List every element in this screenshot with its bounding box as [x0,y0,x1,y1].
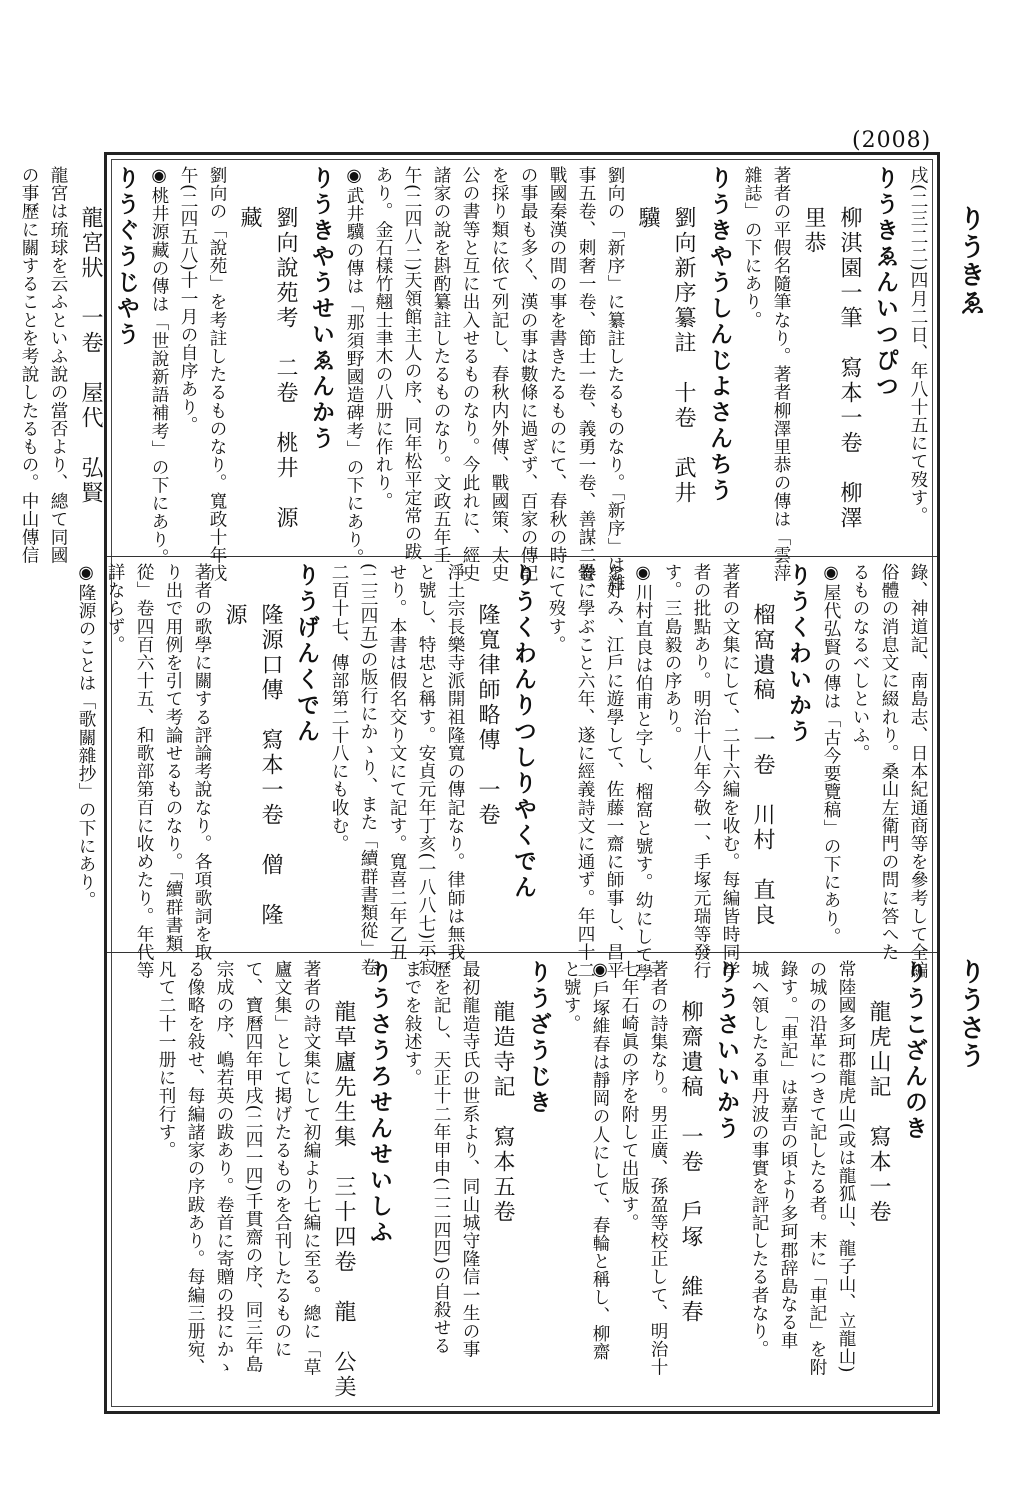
text-column: の事最も多く、漢の事は數條に過ぎず、百家の傳記 [518,166,538,583]
text-column: 午(二四八二)天領館主人の序、同年松平定常の跋 [402,166,422,561]
entry-heading: りうこざんのき [901,960,927,1142]
text-column: ◉桃井源藏の傳は「世說新語補考」の下にあり。 [149,166,169,567]
text-column: 廬文集」として掲げたるものを合刊したるものに [272,960,292,1359]
entry-heading: りうさいいかう [713,960,739,1142]
text-column: 錄す。「車記」は嘉吉の頃より多珂郡辞島なる車 [778,960,798,1350]
text-column: 二百十七、傳部第二十八にも收む。 [329,563,349,853]
entry-title: 劉向說苑考 二卷 桃井 源藏 [237,206,298,531]
entry-title: 龍造寺記 寫本五卷 [490,1000,515,1225]
text-column: と號す。 [561,960,581,1033]
text-column: までを敍述す。 [402,960,422,1087]
text-column: ◉隆源のことは「歌關雜抄」の下にあり。 [76,563,96,910]
text-column: るものなるべしといふ。 [850,563,870,763]
text-column: 劉向の「說苑」を考註したるものなり。寬政十年戊 [207,166,227,583]
text-column: 七年石崎眞の序を附して出版す。 [619,960,639,1232]
text-column: り出で用例を引て考論せるものなり。「續群書類 [163,563,183,953]
text-column: て、寶曆四年甲戌(二四一四)千貫齋の序、同三年島 [243,960,263,1373]
text-column: 龍宮は琉球を云ふといふ說の當否より、總て同國 [48,166,68,565]
text-column: 著者の平假名隨筆なり。著者柳澤里恭の傳は「雲萍 [771,166,791,583]
entry-heading: りうげんくでん [293,563,319,745]
text-column: (二三四五)の版行にかゝり、また「續群書類從」卷 [358,563,378,976]
text-column: 詳ならず。 [105,563,125,654]
text-column: 雜誌」の下にあり。 [742,166,762,329]
text-column: 諸家の說を斟酌纂註したるものなり。文政五年壬 [431,166,451,565]
entry-heading: りうくわんりつしりやくでん [510,563,536,901]
text-column: 公の書等と互に出入せるものなり。今此れに、經史 [460,166,480,583]
text-column: 凡て二十一册に刊行す。 [156,960,176,1160]
running-head-bottom: りうさう [955,958,985,1070]
entry-title: 龍宮狀 一卷 屋代 弘賢 [78,206,103,506]
text-column: せり。本書は假名交り文にて記す。寬喜二年乙丑 [387,563,407,962]
text-column: 著者の詩文集にして初編より七編に至る。總に「草 [301,960,321,1377]
text-column: の事歷に關することを考說したるもの。中山傳信 [19,166,39,565]
text-column: 常陸國多珂郡龍虎山(或は龍狐山、龍子山、立龍山) [836,960,856,1373]
text-column: あり。金石樣竹翹士聿木の八册に作れり。 [373,166,393,510]
text-column: 城へ領したる車丹波の事實を評記したる者なり。 [749,960,769,1359]
text-column: ◉屋代弘賢の傳は「古今要覽稿」の下にあり。 [821,563,841,946]
text-column: 從」卷四百六十五、和歌部第百に收めたり。年代等 [134,563,154,980]
entry-title: 劉向新序纂註 十卷 武井 驥 [635,206,696,531]
text-column: る像略を敍せ、每編諸家の序跋あり。每編三册宛、 [185,960,205,1377]
text-column: 事五卷、刺奢一卷、節士一卷、義勇一卷、善謀二卷、 [576,166,596,601]
entry-heading: りうさうろせんせいしふ [366,960,392,1246]
entry-title: 柳淇園一筆 寫本一卷 柳澤 里恭 [801,206,862,556]
text-column: ◉川村直良は伯甫と字し、榴窩と號す。幼にして學 [633,563,653,982]
entry-heading: りうぐうじやう [113,166,139,348]
text-column: 黌に學ぶこと六年、遂に經義詩文に通ず。年四十二 [575,563,595,980]
text-column: にて歿す。 [546,563,566,654]
text-column: を採り類に依て列記し、春秋内外傳、戰國策、太史 [489,166,509,583]
section-middle [76,563,932,982]
entry-heading: りうくわいかう [785,563,811,745]
text-column: 戰國秦漢の間の事を書きたるものにて、春秋の時 [547,166,567,565]
section-bottom [114,960,932,1400]
text-column: 錄、神道記、南島志、日本紀通商等を參考して全編 [908,563,928,980]
entry-title: 柳齋遺稿 一卷 戶塚 維春 [678,1000,703,1325]
entry-heading: りうきゑんいつぴつ [872,166,898,400]
page-number: (2008) [852,128,932,153]
entry-title: 隆源口傳 寫本一卷 僧 隆源 [222,603,283,928]
text-column: を好み、江戶に遊學して、佐藤一齋に師事し、昌平 [604,563,624,980]
text-column: 者の批點あり。明治十八年今敬一、手塚元瑞等發行 [691,563,711,980]
entry-title: 龍虎山記 寫本一卷 [866,1000,891,1225]
text-column: ◉武井驥の傳は「那須野國造碑考」の下にあり。 [344,166,364,567]
text-column: 淨土宗長樂寺派開祖隆寬の傳記なり。律師は無我 [445,563,465,962]
entry-title: 榴窩遺稿 一卷 川村 直良 [750,603,775,928]
text-column: 歷を記し、天正十二年甲申(二二四四)の自殺せる [431,960,451,1355]
text-column: 著者の歌學に關する評論考說なり。各項歌詞を取 [192,563,212,962]
text-column: 戌(二三二二)四月二日、年八十五にて歿す。 [908,166,928,525]
text-column: と號し、特忠と稱す。安貞元年丁亥(一八八七)示寂 [416,563,436,976]
text-column: 午(二四五八)十一月の自序あり。 [178,166,198,435]
text-column: の城の沿革につきて記したる者。末に「車記」を附 [807,960,827,1377]
text-column: 著者の詩集なり。男正廣、孫盈等校正して、明治十 [648,960,668,1377]
text-column: 著者の文集にして、二十六編を收む。每編皆時同学 [720,563,740,980]
section-top [19,166,932,601]
text-column: 最初龍造寺氏の世系より、同山城守隆信一生の事 [460,960,480,1359]
text-column: す。三島毅の序あり。 [662,563,682,744]
entry-heading: りうざうじき [525,960,551,1116]
entry-heading: りうきやうしんじよさんちう [706,166,732,504]
entry-title: 隆寬律師略傳 一卷 [475,603,500,828]
text-column: ◉戶塚維春は靜岡の人にして、春輪と稱し、柳齋 [590,960,610,1361]
text-column: 俗體の消息文に綴れり。桑山左衛門の問に答へた [879,563,899,962]
text-column: 劉向の「新序」に纂註したるものなり。「新序」は雜 [605,166,625,592]
entry-title: 龍草廬先生集 三十四卷 龍 公美 [331,1000,356,1400]
running-head-top: りうきゑ [955,205,985,317]
text-column: 宗成の序、嶋若英の跋あり。卷首に寄贈の投にかゝ [214,960,234,1377]
section-divider-bottom [107,952,937,953]
entry-heading: りうきやうせいゑんかう [308,166,334,452]
